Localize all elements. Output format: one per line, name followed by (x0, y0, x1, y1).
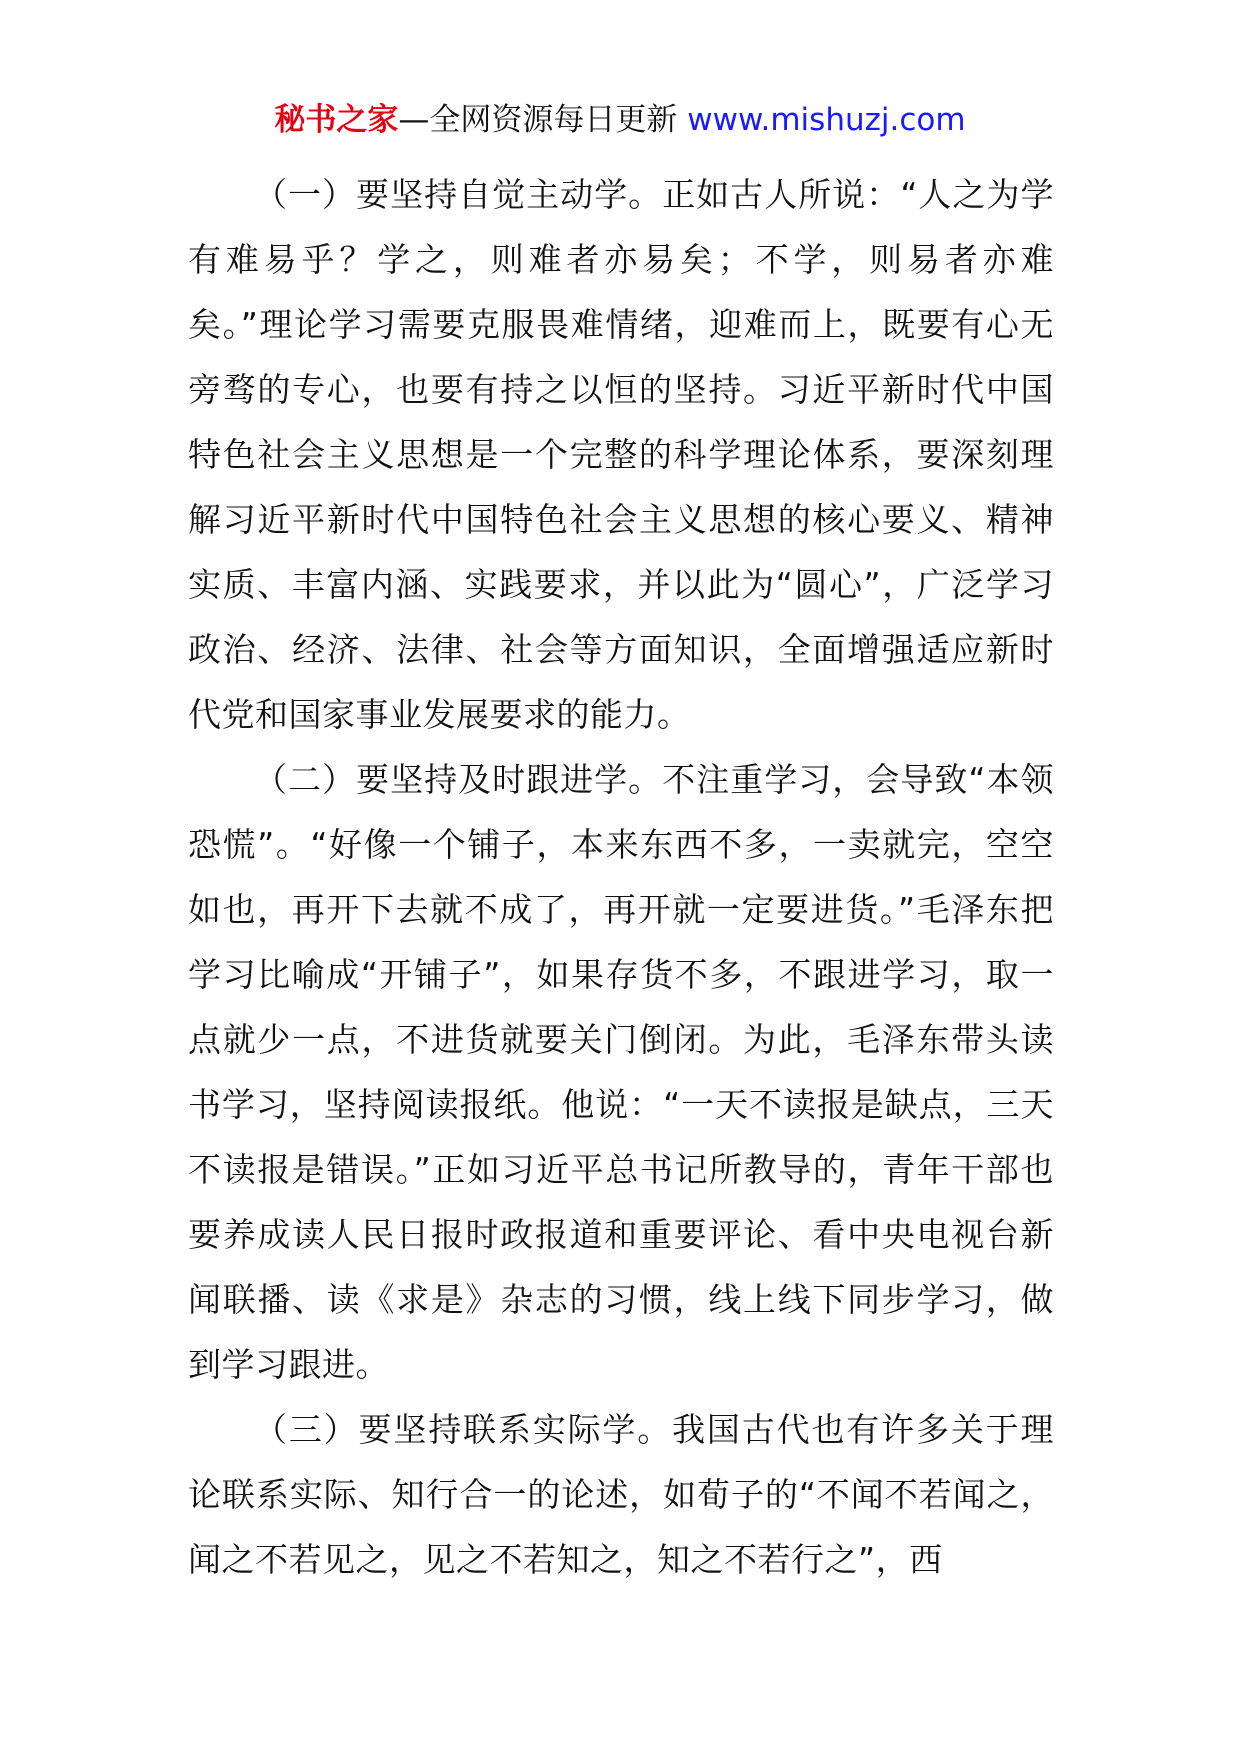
document-body (188, 162, 1054, 1592)
website-link[interactable]: www.mishuzj.com (687, 102, 966, 138)
paragraph-1: （一）要坚持自觉主动学。正如古人所说：“人之为学有难易乎？学之，则难者亦易矣；不学，则易者亦难矣。”理论学习需要克服畏难情绪，迎难而上，既要有心无旁骛的专心，也要有持之以恒的坚持。习近平新时代中国特色社会主义思想是一个完整的科学理论体系，要深刻理解习近平新时代中国特色社会主义思想的核心要义、精神实质、丰富内涵、实践要求，并以此为“圆心”，广泛学习政治、经济、法律、社会等方面知识，全面增强适应新时代党和国家事业发展要求的能力。 (188, 175, 1054, 734)
brand-name: 秘书之家 (274, 102, 399, 138)
paragraph-3: （三）要坚持联系实际学。我国古代也有许多关于理论联系实际、知行合一的论述，如荀子的“不闻不若闻之，闻之不若见之，见之不若知之，知之不若行之”，西 (188, 1410, 1054, 1579)
header-tagline: —全网资源每日更新 (398, 102, 678, 138)
page-header (0, 100, 1240, 140)
paragraph-2: （二）要坚持及时跟进学。不注重学习，会导致“本领恐慌”。“好像一个铺子，本来东西不多，一卖就完，空空如也，再开下去就不成了，再开就一定要进货。”毛泽东把学习比喻成“开铺子”，如果存货不多，不跟进学习，取一点就少一点，不进货就要关门倒闭。为此，毛泽东带头读书学习，坚持阅读报纸。他说：“一天不读报是缺点，三天不读报是错误。”正如习近平总书记所教导的，青年干部也要养成读人民日报时政报道和重要评论、看中央电视台新闻联播、读《求是》杂志的习惯，线上线下同步学习，做到学习跟进。 (188, 760, 1054, 1384)
